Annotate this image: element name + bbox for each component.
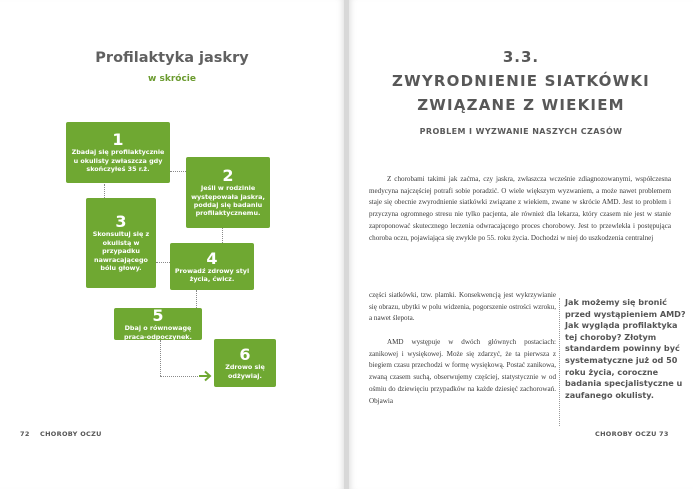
connector-1-2: [170, 171, 186, 172]
running-head-right: CHOROBY OCZU: [595, 430, 657, 438]
connector-5-6: [160, 340, 161, 376]
pull-quote: Jak możemy się bronić przed wystąpieniem AMD? Jak wygląda profilaktyka tej choroby? Złotym standardem powinny być systematyczne już od 50 roku życia, coroczne badania specjalistyczne u zaufanego okulisty.: [565, 297, 686, 400]
connector-3-1: [104, 184, 105, 198]
step-5-number: 5: [152, 306, 164, 326]
body-paragraph-2: AMD występuje w dwóch głównych postaciach: zanikowej i wysiękowej. Może się zdarzyć, że ta pierwsza z biegiem czasu przechodzi w formę wysiękową. Postać zanikowa, zwaną czasem suchą, obserwujemy częściej, statystycznie w od ośmiu do dziewięciu przypadków na każde dziesięć zachorowań. Objawia: [369, 338, 556, 405]
step-6-box: [214, 339, 276, 387]
step-5-text: Dbaj o równowagę praca-odpoczynek.: [124, 324, 192, 341]
body-paragraph-1-continued: części siatkówki, tzw. plamki. Konsekwencją jest wykrzywianie się obrazu, ubytki w polu widzenia, pogorszenie ostrości wzroku, a nawet ślepota.: [369, 291, 556, 323]
body-paragraph-1: Z chorobami takimi jak zaćma, czy jaskra, zwłaszcza wcześnie zdiagnozowanymi, współczesna medycyna najczęściej potrafi sobie poradzić. O wiele większym wyzwaniem, a może nawet problemem staje się obecnie zwyrodnienie siatkówki związane z wiekiem, zwane w skrócie AMD. Jest to problem i przyczyna ogromnego stresu nie tylko pacjenta, ale również dla lekarza, który czasem nie jest w stanie zaproponować skutecznego leczenia odwracającego proces chorobowy. Jest to przewlekła i postępująca choroba oczu, pojawiająca się zwykle po 55. roku życia. Dochodzi w niej do uszkodzenia centralnej: [369, 175, 671, 242]
step-4-text: Prowadź zdrowy styl życia, ćwicz.: [174, 266, 250, 283]
step-2-text: Jeśli w rodzinie występowała jaskra, poddaj się badaniu profilaktycznemu.: [191, 184, 265, 218]
connector-2-4: [222, 227, 223, 243]
step-6-text: Zdrowo się odżywiaj.: [225, 363, 265, 380]
step-3-number: 3: [115, 212, 127, 232]
arrow-right-icon: [199, 370, 213, 382]
step-1-text: Zbadaj się profilaktycznie u okulisty zwłaszcza gdy skończyłeś 35 r.ż.: [71, 148, 165, 174]
running-head-left: CHOROBY OCZU: [40, 430, 102, 438]
step-2-box: [186, 157, 270, 228]
step-6-number: 6: [239, 345, 251, 365]
infographic-title: Profilaktyka jaskry: [95, 50, 249, 66]
page-number-left: 72: [20, 430, 30, 438]
step-1-number: 1: [112, 130, 124, 150]
connector-3-4: [156, 262, 170, 263]
step-4-box: [170, 243, 254, 290]
section-title-line-1: ZWYRODNIENIE SIATKÓWKI: [392, 72, 650, 90]
section-number: 3.3.: [502, 48, 540, 66]
right-page: [349, 0, 693, 489]
step-3-box: [86, 198, 156, 288]
left-page: [0, 0, 344, 489]
step-4-number: 4: [206, 248, 218, 268]
pull-quote-divider: [559, 298, 560, 426]
step-1-box: [66, 122, 170, 183]
step-2-number: 2: [222, 166, 234, 186]
section-title-line-2: ZWIĄZANE Z WIEKIEM: [417, 96, 625, 114]
step-3-text: Skonsultuj się z okulistą w przypadku nawracającego bólu głowy.: [92, 230, 150, 273]
section-subtitle: PROBLEM I WYZWANIE NASZYCH CZASÓW: [419, 127, 623, 136]
connector-4-5: [196, 290, 197, 308]
page-number-right: 73: [659, 430, 669, 438]
step-5-box: [114, 308, 202, 340]
infographic-subtitle: w skrócie: [148, 74, 196, 84]
section-title: [349, 69, 693, 117]
